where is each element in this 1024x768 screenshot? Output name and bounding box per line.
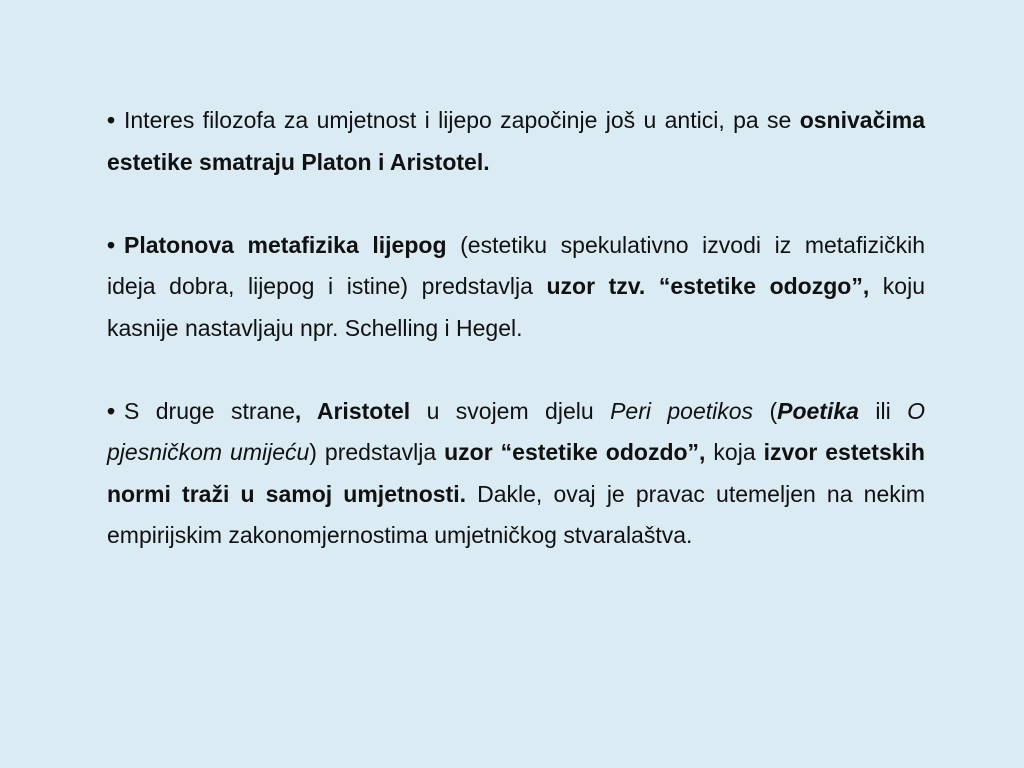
p3-bold-2: uzor “estetike odozdo”, bbox=[444, 439, 706, 465]
p3-italic-1: Peri poetikos bbox=[610, 397, 754, 424]
p2-bold-1: Platonova metafizika lijepog bbox=[124, 231, 447, 258]
bullet-3: • bbox=[107, 397, 116, 424]
p3-bold-3: izvor estetskih normi traži u samoj umjetnosti. bbox=[107, 439, 925, 507]
p3-text-4: ili bbox=[858, 397, 908, 424]
p1-text-1: Interes filozofa za umjetnost i lijepo započinje još u antici, pa se bbox=[124, 107, 800, 133]
slide-content bbox=[107, 100, 925, 598]
p3-text-3: ( bbox=[753, 397, 778, 424]
p3-bold-italic-1: Poetika bbox=[777, 397, 859, 424]
p2-text-2: koju kasnije nastavljaju npr. Schelling i Hegel. bbox=[107, 273, 925, 341]
bullet-2: • bbox=[107, 231, 116, 258]
p3-text-1: S druge strane bbox=[124, 397, 295, 424]
p3-text-2: u svojem djelu bbox=[410, 397, 611, 424]
p3-text-6: koja bbox=[705, 439, 764, 465]
p3-text-7: Dakle, ovaj je pravac utemeljen na nekim empirijskim zakonomjernostima umjetničkog stvaralaštva. bbox=[107, 480, 926, 548]
p2-bold-2: uzor tzv. “estetike odozgo”, bbox=[546, 273, 870, 299]
p1-bold-1: osnivačima estetike smatraju Platon i Aristotel. bbox=[107, 107, 925, 175]
p2-text-1: (estetiku spekulativno izvodi iz metafizičkih ideja dobra, lijepog i istine) predstavlja bbox=[107, 231, 925, 299]
p3-text-5: ) predstavlja bbox=[309, 439, 445, 465]
p3-bold-1: , Aristotel bbox=[294, 397, 411, 424]
paragraph-2 bbox=[107, 225, 925, 350]
paragraph-3 bbox=[107, 391, 925, 557]
p3-italic-2: O pjesničkom umijeću bbox=[107, 397, 925, 465]
bullet-1: • bbox=[107, 107, 116, 133]
paragraph-1 bbox=[107, 100, 925, 183]
